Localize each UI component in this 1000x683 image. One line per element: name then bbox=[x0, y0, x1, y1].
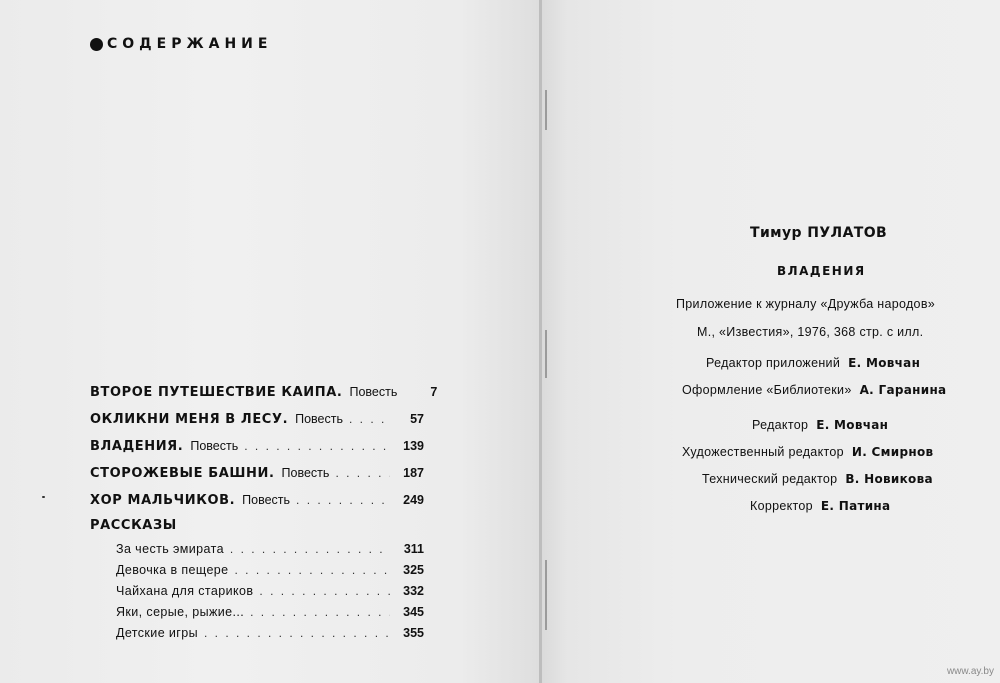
toc-story bbox=[116, 605, 424, 625]
book-title: ВЛАДЕНИЯ bbox=[777, 264, 866, 278]
dot-leader bbox=[204, 626, 390, 640]
dot-leader bbox=[335, 466, 390, 480]
publication-line: М., «Известия», 1976, 368 стр. с илл. bbox=[697, 325, 924, 339]
toc-entry-page: 187 bbox=[403, 466, 424, 480]
toc-entry-page: 57 bbox=[410, 412, 424, 426]
binding-stitch bbox=[545, 330, 547, 378]
toc-heading bbox=[90, 36, 272, 52]
credit-role: Редактор bbox=[752, 418, 809, 432]
toc-story-title: Детские игры bbox=[116, 626, 198, 640]
supplement-line: Приложение к журналу «Дружба народов» bbox=[676, 297, 936, 311]
toc-story bbox=[116, 542, 424, 562]
credit-name: Е. Мовчан bbox=[848, 356, 921, 370]
toc-entry-genre: Повесть bbox=[295, 412, 344, 426]
author-name: Тимур ПУЛАТОВ bbox=[750, 225, 888, 241]
toc-title: СОДЕРЖАНИЕ bbox=[107, 36, 273, 52]
dot-leader bbox=[235, 563, 390, 577]
credit-line bbox=[752, 418, 888, 432]
toc-story bbox=[116, 563, 424, 583]
toc-story-title: Яки, серые, рыжие... bbox=[116, 605, 245, 619]
toc-story-page: 345 bbox=[403, 605, 424, 619]
dot-leader bbox=[250, 605, 390, 619]
credit-role: Художественный редактор bbox=[682, 445, 844, 459]
credit-role: Редактор приложений bbox=[706, 356, 841, 370]
toc-entry-title: ВТОРОЕ ПУТЕШЕСТВИЕ КАИПА. bbox=[90, 385, 343, 400]
toc-entry-genre: Повесть bbox=[242, 493, 291, 507]
right-page bbox=[540, 0, 1000, 683]
toc-entry-genre: Повесть bbox=[281, 466, 330, 480]
binding-stitch bbox=[545, 90, 547, 130]
credit-name: И. Смирнов bbox=[851, 445, 934, 459]
stories-heading: РАССКАЗЫ bbox=[90, 518, 177, 533]
bullet-icon bbox=[90, 38, 103, 51]
credit-name: В. Новикова bbox=[845, 472, 933, 486]
credit-name: А. Гаранина bbox=[859, 383, 947, 397]
toc-entry-title: ОКЛИКНИ МЕНЯ В ЛЕСУ. bbox=[90, 412, 289, 427]
toc-entry-genre: Повесть bbox=[349, 385, 398, 399]
toc-story-page: 325 bbox=[403, 563, 424, 577]
toc-entry bbox=[90, 439, 424, 459]
credit-line bbox=[706, 356, 920, 370]
dot-leader bbox=[230, 542, 390, 556]
dot-leader bbox=[349, 412, 390, 426]
credit-line bbox=[682, 445, 933, 459]
dot-leader bbox=[259, 584, 390, 598]
toc-story bbox=[116, 626, 424, 646]
toc-entry-title: СТОРОЖЕВЫЕ БАШНИ. bbox=[90, 466, 275, 481]
credit-role: Оформление «Библиотеки» bbox=[682, 383, 852, 397]
toc-entry-page: 7 bbox=[430, 385, 438, 399]
toc-entry-title: ХОР МАЛЬЧИКОВ. bbox=[90, 493, 236, 508]
book-spine bbox=[539, 0, 542, 683]
dot-leader bbox=[296, 493, 390, 507]
toc-entry-title: ВЛАДЕНИЯ. bbox=[90, 439, 184, 454]
toc-story-title: Девочка в пещере bbox=[116, 563, 229, 577]
credit-line bbox=[702, 472, 933, 486]
toc-story-page: 332 bbox=[403, 584, 424, 598]
toc-entry-genre: Повесть bbox=[190, 439, 239, 453]
credit-name: Е. Мовчан bbox=[816, 418, 889, 432]
watermark: www.ay.by bbox=[946, 666, 994, 677]
toc-entry bbox=[90, 466, 424, 486]
toc-entry bbox=[90, 493, 424, 513]
toc-story-title: За честь эмирата bbox=[116, 542, 224, 556]
toc-entry bbox=[90, 385, 438, 405]
credit-line bbox=[750, 499, 890, 513]
credit-line bbox=[682, 383, 946, 397]
dot-leader bbox=[244, 439, 390, 453]
toc-story bbox=[116, 584, 424, 604]
toc-entry-page: 249 bbox=[403, 493, 424, 507]
toc-story-title: Чайхана для стариков bbox=[116, 584, 254, 598]
credit-name: Е. Патина bbox=[820, 499, 891, 513]
credit-role: Корректор bbox=[750, 499, 813, 513]
paper-speck bbox=[42, 496, 45, 498]
toc-story-page: 311 bbox=[403, 542, 424, 556]
binding-stitch bbox=[545, 560, 547, 630]
toc-entry bbox=[90, 412, 424, 432]
toc-story-page: 355 bbox=[403, 626, 424, 640]
credit-role: Технический редактор bbox=[702, 472, 838, 486]
toc-entry-page: 139 bbox=[403, 439, 424, 453]
